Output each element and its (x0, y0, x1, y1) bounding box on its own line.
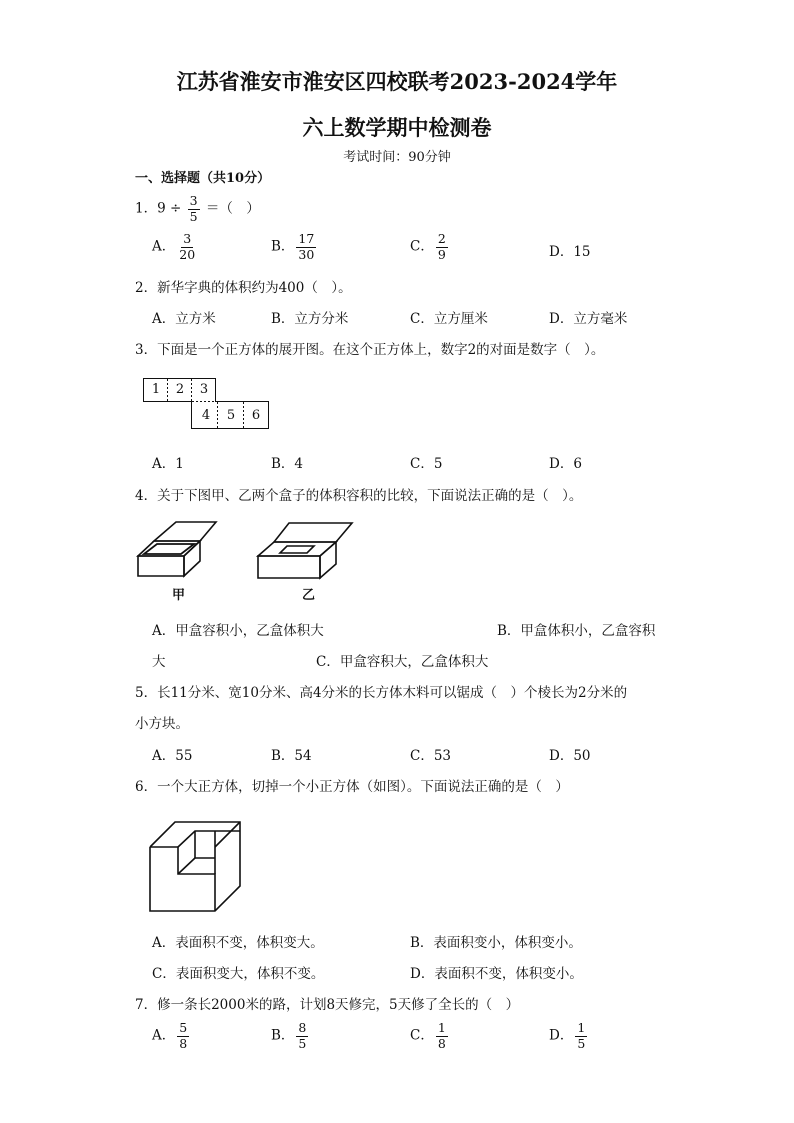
q7-option-c-fraction (436, 1022, 448, 1050)
question-5: 5．长11分米、宽10分米、高4分米的长方体木料可以锯成（ ）个棱长为2分米的 (135, 685, 628, 701)
exam-time: 考试时间：90分钟 (343, 150, 451, 165)
question-3: 3．下面是一个正方体的展开图。在这个正方体上，数字2的对面是数字（ ）。 (135, 342, 605, 358)
q7-option-d-num: 1 (577, 1020, 586, 1035)
q1-option-b-fraction (296, 233, 316, 261)
net-face-3: 3 (199, 382, 209, 397)
q7-option-c-label: C． (410, 1027, 434, 1044)
q3-option-b[interactable]: B．4 (271, 456, 304, 472)
question-5-line2: 小方块。 (135, 716, 189, 732)
question-4: 4．关于下图甲、乙两个盒子的体积容积的比较，下面说法正确的是（ ）。 (135, 488, 583, 504)
cube-net-figure (143, 378, 269, 430)
q7-option-a-num: 5 (179, 1020, 188, 1035)
q4-option-c[interactable]: C．甲盒容积大，乙盒体积大 (316, 654, 489, 670)
question-7: 7．修一条长2000米的路，计划8天修完，5天修了全长的（ ） (135, 997, 520, 1013)
q7-option-c-den: 8 (437, 1035, 446, 1051)
q7-option-d-fraction (575, 1022, 587, 1050)
q1-option-c-num: 2 (437, 231, 446, 246)
box-jia-drawing (138, 522, 216, 576)
q7-option-a-den: 8 (179, 1035, 188, 1051)
q7-option-a-label: A． (152, 1027, 176, 1044)
q6-option-d[interactable]: D．表面积不变，体积变小。 (410, 966, 583, 982)
q1-frac-den: 5 (189, 208, 198, 224)
label-jia: 甲 (172, 588, 186, 603)
q4-option-b-continuation: 大 (152, 654, 166, 670)
box-yi-drawing (258, 523, 352, 578)
q7-option-d-den: 5 (577, 1035, 586, 1051)
q4-option-b[interactable]: B．甲盒体积小，乙盒容积 (497, 623, 656, 639)
q7-option-d-label: D． (549, 1027, 574, 1044)
q7-option-b-den: 5 (298, 1035, 307, 1051)
net-face-4: 4 (201, 408, 211, 423)
document-title-line2: 六上数学期中检测卷 (302, 115, 492, 140)
net-face-1: 1 (151, 382, 161, 397)
q1-option-a-label: A． (152, 238, 176, 255)
q3-option-a[interactable]: A．1 (152, 456, 184, 472)
q3-option-d[interactable]: D．6 (549, 456, 582, 472)
q3-option-c[interactable]: C．5 (410, 456, 443, 472)
section-heading: 一、选择题（共10分） (135, 171, 271, 186)
q1-prefix: 1．9 ÷ (135, 200, 186, 217)
q7-option-b-num: 8 (298, 1020, 307, 1035)
q1-option-d-text: 15 (573, 244, 591, 260)
q2-option-a[interactable]: A．立方米 (152, 311, 216, 327)
q6-option-a[interactable]: A．表面积不变，体积变大。 (152, 935, 324, 951)
net-face-6: 6 (251, 408, 261, 423)
q1-option-c-den: 9 (437, 246, 446, 262)
net-face-2: 2 (175, 382, 185, 397)
question-1 (135, 195, 260, 223)
q7-option-d[interactable] (549, 1022, 589, 1050)
q7-option-b-fraction (296, 1022, 308, 1050)
q1-option-c[interactable] (410, 233, 450, 261)
q7-option-a[interactable] (152, 1022, 191, 1050)
q1-option-a-fraction (177, 233, 197, 261)
q1-option-b-label: B． (271, 238, 295, 255)
q7-option-b-label: B． (271, 1027, 295, 1044)
q1-option-c-fraction (436, 233, 448, 261)
q1-option-c-label: C． (410, 238, 434, 255)
q7-option-a-fraction (177, 1022, 189, 1050)
q6-option-c[interactable]: C．表面积变大，体积不变。 (152, 966, 325, 982)
q1-option-a[interactable] (152, 233, 199, 261)
q1-option-b-den: 30 (298, 246, 315, 262)
q1-suffix: ＝（ ） (201, 200, 260, 217)
boxes-figure (134, 518, 364, 604)
q1-option-d-label: D． (549, 244, 574, 260)
label-yi: 乙 (302, 588, 316, 603)
q7-option-c-num: 1 (437, 1020, 446, 1035)
question-6: 6．一个大正方体，切掉一个小正方体（如图）。下面说法正确的是（ ） (135, 779, 569, 795)
q6-option-b[interactable]: B．表面积变小，体积变小。 (410, 935, 582, 951)
q5-option-a[interactable]: A．55 (152, 748, 193, 764)
question-2: 2．新华字典的体积约为400（ ）。 (135, 280, 352, 296)
q4-option-a[interactable]: A．甲盒容积小，乙盒体积大 (152, 623, 324, 639)
q2-option-b[interactable]: B．立方分米 (271, 311, 349, 327)
q1-option-a-num: 3 (183, 231, 192, 246)
q5-option-d[interactable]: D．50 (549, 748, 591, 764)
document-title-line1: 江苏省淮安市淮安区四校联考2023-2024学年 (176, 69, 618, 94)
q5-option-b[interactable]: B．54 (271, 748, 312, 764)
q1-option-b-num: 17 (298, 231, 315, 246)
q1-option-d[interactable] (549, 240, 591, 260)
net-face-5: 5 (226, 408, 236, 423)
q2-option-d[interactable]: D．立方毫米 (549, 311, 628, 327)
q1-option-a-den: 20 (179, 246, 196, 262)
q7-option-b[interactable] (271, 1022, 310, 1050)
q1-option-b[interactable] (271, 233, 318, 261)
q7-option-c[interactable] (410, 1022, 450, 1050)
cut-cube-figure (148, 818, 244, 914)
q1-frac-num: 3 (189, 193, 198, 208)
q1-fraction (188, 195, 200, 223)
q5-option-c[interactable]: C．53 (410, 748, 452, 764)
q2-option-c[interactable]: C．立方厘米 (410, 311, 488, 327)
